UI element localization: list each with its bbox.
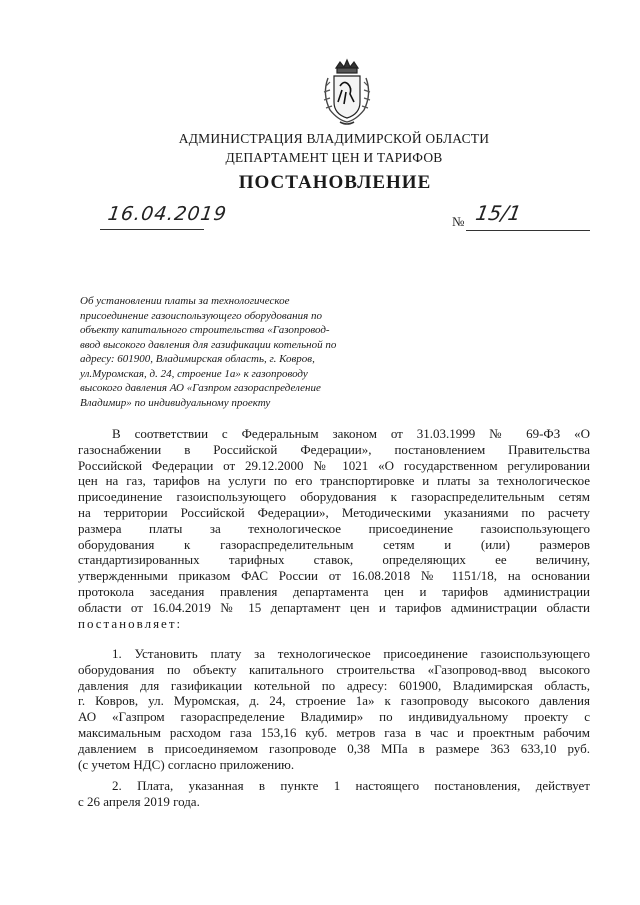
handwritten-date: 16.04.2019	[106, 203, 229, 225]
paragraph-item-2	[78, 778, 590, 810]
body-line: АО «Газпром газораспределение Владимир» по индивидуальному проекту с	[78, 709, 590, 725]
date-underline	[100, 229, 204, 230]
body-line: с 26 апреля 2019 года.	[78, 793, 200, 809]
subject-line: ввод высокого давления для газификации котельной по	[80, 338, 337, 351]
body-line: газоснабжении в Российской Федерации», постановлением Правительства	[78, 441, 590, 457]
subject-line: присоединение газоиспользующего оборудования по	[80, 309, 322, 322]
body-line: Российской Федерации от 29.12.2000 № 1021 «О государственном регулировании	[78, 457, 590, 473]
number-underline	[466, 230, 590, 231]
coat-of-arms-icon	[318, 58, 376, 128]
document-subject	[80, 294, 380, 410]
body-line: максимальным расходом газа 153,16 куб. метров газа в час и проектным рабочим	[78, 724, 590, 740]
body-line: В соответствии с Федеральным законом от 31.03.1999 № 69-ФЗ «О	[112, 426, 590, 441]
paragraph-item-1	[78, 646, 590, 772]
body-line: стандартизированных тарифных ставок, определяющих ее величину,	[78, 552, 590, 568]
subject-line: Владимир» по индивидуальному проекту	[80, 396, 271, 409]
body-line: оборудования по объекту капитального строительства «Газопровод-ввод высокого	[78, 661, 590, 677]
body-line: присоединение газоиспользующего оборудования к газораспределительным сетям	[78, 489, 590, 505]
subject-line: ул.Муромская, д. 24, строение 1а» к газопроводу	[80, 367, 308, 380]
body-line: области от 16.04.2019 № 15 департамент цен и тарифов администрации области	[78, 599, 590, 615]
body-line: на территории Российской Федерации», Методическими указаниями по расчету	[78, 504, 590, 520]
subject-line: Об установлении платы за технологическое	[80, 295, 290, 307]
org-name-line-1: АДМИНИСТРАЦИЯ ВЛАДИМИРСКОЙ ОБЛАСТИ	[178, 131, 490, 146]
body-line: давлением в присоединяемом газопроводе 0,38 МПа в размере 363 633,10 руб.	[78, 740, 590, 756]
handwritten-number: 15/1	[473, 201, 524, 225]
subject-line: высокого давления АО «Газпром газораспределение	[80, 382, 321, 394]
body-line: протокола заседания правления департамента цен и тарифов администрации	[78, 583, 590, 599]
number-sign: №	[452, 214, 465, 229]
document-title: ПОСТАНОВЛЕНИЕ	[238, 172, 432, 193]
body-line: цен на газ, тарифов на услуги по его транспортировке и платы за технологическое	[78, 473, 590, 489]
body-line: утвержденными приказом ФАС России от 16.08.2018 № 1151/18, на основании	[78, 568, 590, 584]
body-line: давления для газификации котельной по адресу: 601900, Владимирская область,	[78, 677, 590, 693]
body-line-resolves: постановляет:	[78, 615, 183, 631]
paragraph-preamble	[78, 426, 590, 631]
subject-line: объекту капитального строительства «Газопровод-	[80, 324, 330, 336]
body-line: 2. Плата, указанная в пункте 1 настоящего постановления, действует	[112, 778, 590, 793]
subject-line: адресу: 601900, Владимирская область, г. Ковров,	[80, 353, 315, 365]
body-line: 1. Установить плату за технологическое присоединение газоиспользующего	[112, 646, 590, 661]
body-line: г. Ковров, ул. Муромская, д. 24, строение 1а» к газопроводу высокого давления	[78, 693, 590, 709]
body-line: размера платы за технологическое присоединение газоиспользующего	[78, 520, 590, 536]
org-name-line-2: ДЕПАРТАМЕНТ ЦЕН И ТАРИФОВ	[225, 150, 443, 165]
body-line: (с учетом НДС) согласно приложению.	[78, 756, 295, 772]
body-line: оборудования к газораспределительным сетям и (или) размеров	[78, 536, 590, 552]
